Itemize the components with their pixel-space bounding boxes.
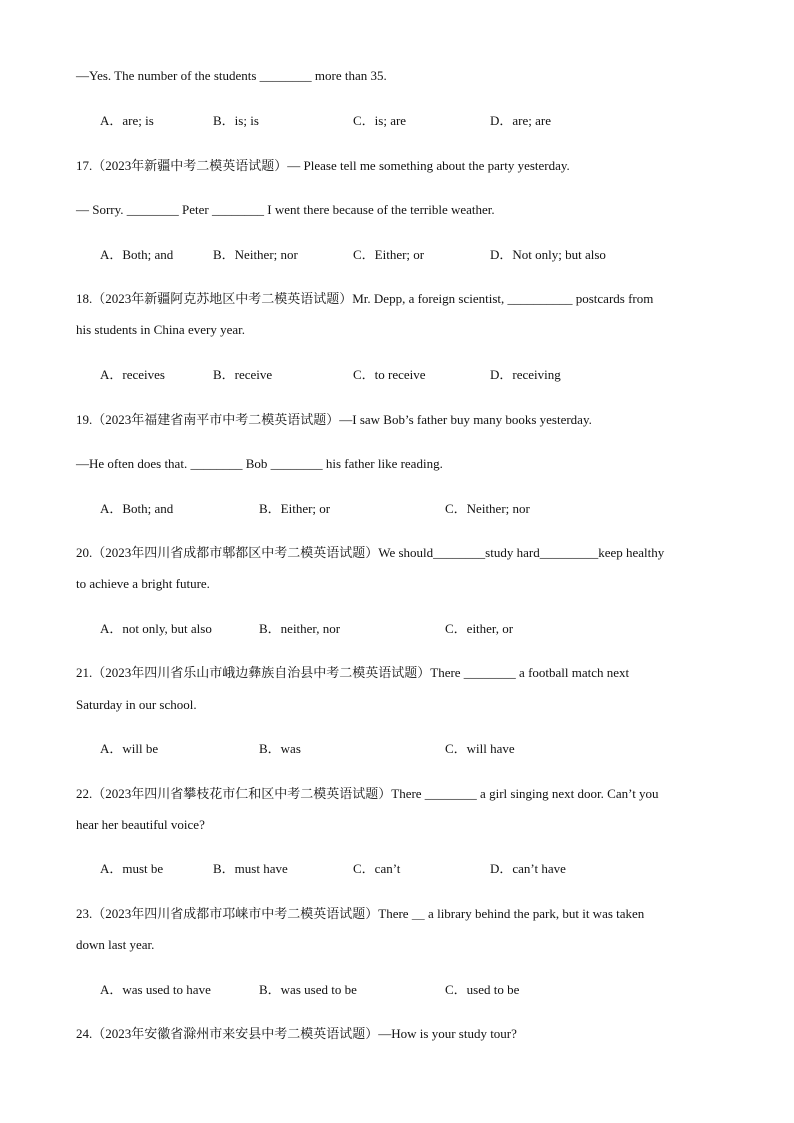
q19-dialog: —He often does that. ________ Bob ________ his father like reading. [76, 456, 443, 471]
q23-option-a: A．was used to have [100, 982, 211, 997]
q20-stem-cont: to achieve a bright future. [76, 576, 210, 591]
q21-option-a: A．will be [100, 741, 159, 756]
q21-stem-cont: Saturday in our school. [76, 697, 197, 712]
q17-stem: 17.（2023年新疆中考二模英语试题）— Please tell me something about the party yesterday. [76, 158, 570, 173]
q18-stem: 18.（2023年新疆阿克苏地区中考二模英语试题）Mr. Depp, a foreign scientist, __________ postcards from [76, 291, 654, 306]
q22-option-a: A．must be [100, 861, 164, 876]
q16-option-c: C．is; are [353, 113, 407, 128]
q20-option-b: B．neither, nor [259, 621, 341, 636]
q24-stem: 24.（2023年安徽省滁州市来安县中考二模英语试题）—How is your study tour? [76, 1026, 517, 1041]
q23-stem-cont: down last year. [76, 937, 155, 952]
q22-option-c: C．can’t [353, 861, 401, 876]
q16-option-b: B．is; is [213, 113, 259, 128]
q17-option-c: C．Either; or [353, 247, 425, 262]
q17-option-b: B．Neither; nor [213, 247, 298, 262]
q19-option-b: B．Either; or [259, 501, 331, 516]
q21-option-b: B．was [259, 741, 301, 756]
q23-stem: 23.（2023年四川省成都市邛崃市中考二模英语试题）There ＿ a library behind the park, but it was taken [76, 906, 645, 921]
q19-option-c: C．Neither; nor [445, 501, 530, 516]
q20-stem: 20.（2023年四川省成都市郫都区中考二模英语试题）We should________study hard_________keep healthy [76, 545, 665, 560]
q19-stem: 19.（2023年福建省南平市中考二模英语试题）—I saw Bob’s father buy many books yesterday. [76, 412, 592, 427]
q20-option-a: A．not only, but also [100, 621, 212, 636]
q16-option-a: A．are; is [100, 113, 154, 128]
q18-option-b: B．receive [213, 367, 273, 382]
q16-option-d: D．are; are [490, 113, 551, 128]
q22-stem: 22.（2023年四川省攀枝花市仁和区中考二模英语试题）There ________ a girl singing next door. Can’t you [76, 786, 659, 801]
q19-option-a: A．Both; and [100, 501, 174, 516]
q23-option-c: C．used to be [445, 982, 520, 997]
q17-option-d: D．Not only; but also [490, 247, 606, 262]
q18-option-a: A．receives [100, 367, 165, 382]
q21-stem: 21.（2023年四川省乐山市峨边彝族自治县中考二模英语试题）There ________ a football match next [76, 665, 630, 680]
q18-option-d: D．receiving [490, 367, 561, 382]
q21-option-c: C．will have [445, 741, 515, 756]
q22-option-d: D．can’t have [490, 861, 566, 876]
q17-option-a: A．Both; and [100, 247, 174, 262]
q22-stem-cont: hear her beautiful voice? [76, 817, 205, 832]
q22-option-b: B．must have [213, 861, 288, 876]
q23-option-b: B．was used to be [259, 982, 357, 997]
q18-option-c: C．to receive [353, 367, 426, 382]
q17-dialog: — Sorry. ________ Peter ________ I went there because of the terrible weather. [76, 202, 495, 217]
q18-stem-cont: his students in China every year. [76, 322, 245, 337]
q16-answer-line: —Yes. The number of the students ________ more than 35. [76, 68, 387, 83]
q20-option-c: C．either, or [445, 621, 514, 636]
